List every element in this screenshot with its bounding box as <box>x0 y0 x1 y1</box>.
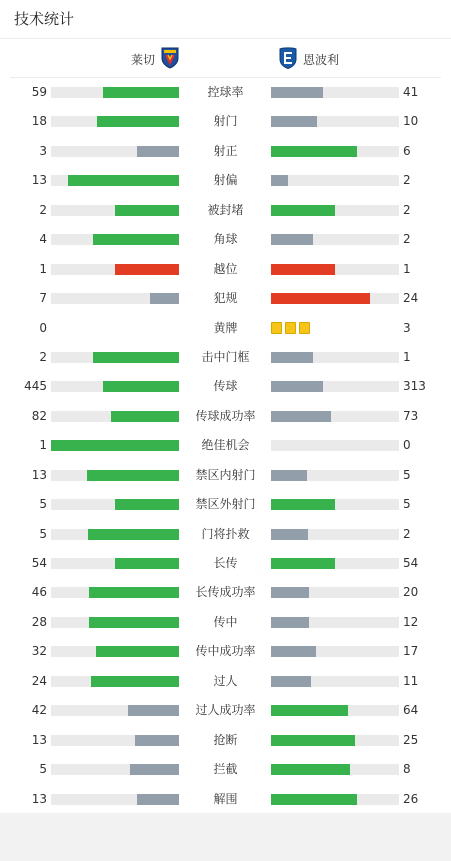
stat-label: 控球率 <box>207 85 244 99</box>
home-stat-value: 13 <box>31 173 47 188</box>
home-stat-value: 0 <box>39 320 47 335</box>
home-stat-bar-track <box>51 146 179 157</box>
away-stat-value: 5 <box>403 467 411 482</box>
home-stat-bar <box>103 87 179 98</box>
home-stat-value: 13 <box>31 791 47 806</box>
away-stat-value: 5 <box>403 497 411 512</box>
away-stat-value: 1 <box>403 261 411 276</box>
away-stat-bar-track <box>271 676 399 687</box>
stat-row <box>0 196 451 225</box>
home-stat-bar-track <box>51 381 179 392</box>
away-stat-bar <box>271 587 309 598</box>
home-stat-value: 4 <box>39 232 47 247</box>
away-stat-bar <box>271 293 370 304</box>
away-stat-bar <box>271 470 307 481</box>
stat-label: 射门 <box>213 114 238 129</box>
away-stat-bar-track <box>271 293 399 304</box>
away-stat-bar <box>271 146 357 157</box>
home-stat-value: 18 <box>31 114 47 129</box>
stat-label: 射偏 <box>213 173 238 188</box>
home-stat-bar <box>89 587 179 598</box>
away-stat-bar <box>271 646 316 657</box>
home-stat-bar <box>93 352 179 363</box>
away-stat-bar-track <box>271 499 399 510</box>
away-yellow-cards <box>271 322 310 334</box>
away-stat-value: 11 <box>403 673 419 688</box>
stat-label: 传球 <box>213 379 238 394</box>
home-stat-value: 1 <box>39 438 47 453</box>
stat-row <box>0 284 451 313</box>
stat-row <box>0 431 451 460</box>
away-stat-value: 26 <box>403 791 419 806</box>
away-stat-bar <box>271 411 331 422</box>
home-stat-value: 13 <box>31 732 47 747</box>
stat-label: 门将扑救 <box>201 526 250 541</box>
home-stat-bar <box>115 264 179 275</box>
home-stat-bar-track <box>51 705 179 716</box>
stat-row <box>0 549 451 578</box>
away-stat-value: 6 <box>403 143 411 158</box>
away-stat-value: 17 <box>403 644 419 659</box>
stats-list <box>0 78 451 814</box>
stat-label: 禁区内射门 <box>195 467 256 482</box>
stat-label: 绝佳机会 <box>201 438 250 453</box>
stat-label: 传球成功率 <box>195 408 256 423</box>
home-stat-bar-track <box>51 617 179 628</box>
away-stat-bar <box>271 234 313 245</box>
home-stat-bar <box>88 529 179 540</box>
stat-label: 长传 <box>213 556 238 570</box>
home-stat-bar-track <box>51 234 179 245</box>
stat-label: 射正 <box>213 143 238 158</box>
stat-label: 禁区外射门 <box>195 497 256 512</box>
stat-row <box>0 255 451 284</box>
home-stat-value: 28 <box>31 614 47 629</box>
stat-row <box>0 667 451 696</box>
stat-row <box>0 461 451 490</box>
home-stat-value: 13 <box>31 467 47 482</box>
home-stat-value: 7 <box>39 291 47 306</box>
away-stat-bar <box>271 352 313 363</box>
home-stat-value: 46 <box>31 585 47 600</box>
home-team[interactable] <box>131 47 179 71</box>
away-stat-bar-track <box>271 440 399 451</box>
home-stat-bar <box>89 617 179 628</box>
stat-label: 过人成功率 <box>195 703 256 718</box>
away-team-name: 恩波利 <box>303 52 340 67</box>
home-stat-bar-track <box>51 558 179 569</box>
home-stat-bar-track <box>51 264 179 275</box>
away-stat-bar <box>271 499 335 510</box>
home-stat-bar-track <box>51 764 179 775</box>
stat-label: 被封堵 <box>207 202 244 217</box>
stat-row <box>0 578 451 607</box>
away-stat-bar-track <box>271 470 399 481</box>
away-stat-value: 2 <box>403 232 411 247</box>
stat-row <box>0 137 451 166</box>
home-stat-bar <box>68 175 179 186</box>
stat-label: 抢断 <box>213 732 238 747</box>
away-stat-bar <box>271 116 317 127</box>
away-stat-bar <box>271 558 335 569</box>
away-stat-value: 313 <box>403 379 426 394</box>
away-stat-bar-track <box>271 705 399 716</box>
stat-label: 黄牌 <box>213 320 238 335</box>
home-stat-bar <box>97 116 179 127</box>
stat-row <box>0 166 451 195</box>
home-stat-bar <box>87 470 179 481</box>
home-stat-value: 2 <box>39 349 47 364</box>
home-stat-value: 42 <box>31 703 47 718</box>
stat-label: 传中成功率 <box>195 644 256 659</box>
away-stat-value: 8 <box>403 762 411 777</box>
home-stat-bar-track <box>51 116 179 127</box>
away-stat-value: 2 <box>403 202 411 217</box>
home-stat-bar-track <box>51 411 179 422</box>
away-stat-value: 1 <box>403 349 411 364</box>
stat-label: 传中 <box>213 614 238 629</box>
home-stat-bar-track <box>51 87 179 98</box>
home-stat-bar-track <box>51 205 179 216</box>
home-stat-value: 5 <box>39 497 47 512</box>
stat-label: 解围 <box>213 791 238 806</box>
stat-row <box>0 107 451 136</box>
stat-label: 过人 <box>213 673 238 688</box>
home-stat-bar <box>91 676 179 687</box>
home-stat-bar <box>111 411 179 422</box>
away-stat-bar-track <box>271 411 399 422</box>
home-stat-bar-track <box>51 587 179 598</box>
home-stat-bar-track <box>51 352 179 363</box>
away-stat-value: 73 <box>403 408 419 423</box>
home-stat-bar <box>137 794 179 805</box>
stat-row <box>0 343 451 372</box>
stat-row <box>0 726 451 755</box>
home-stat-value: 445 <box>24 379 47 394</box>
home-stat-value: 82 <box>31 408 47 423</box>
home-stat-bar <box>103 381 179 392</box>
home-stat-bar <box>93 234 179 245</box>
page-title: 技术统计 <box>14 10 75 28</box>
away-stat-bar <box>271 529 308 540</box>
stat-label: 犯规 <box>213 291 238 306</box>
home-stat-bar <box>96 646 179 657</box>
away-stat-value: 54 <box>403 556 419 570</box>
away-stat-bar-track <box>271 381 399 392</box>
away-stat-bar <box>271 794 357 805</box>
away-stat-bar <box>271 764 350 775</box>
home-stat-value: 2 <box>39 202 47 217</box>
away-stat-bar <box>271 87 323 98</box>
home-stat-bar <box>115 558 179 569</box>
away-stat-bar-track <box>271 116 399 127</box>
home-stat-value: 5 <box>39 762 47 777</box>
lecce-crest-icon <box>161 47 179 72</box>
home-stat-bar <box>137 146 179 157</box>
home-stat-bar-track <box>51 794 179 805</box>
yellow-card-icon <box>299 322 310 334</box>
home-stat-bar-track <box>51 175 179 186</box>
stat-row <box>0 314 451 343</box>
away-stat-value: 12 <box>403 614 419 629</box>
away-stat-value: 10 <box>403 114 419 129</box>
home-stat-bar <box>135 735 179 746</box>
stat-row <box>0 490 451 519</box>
away-stat-value: 2 <box>403 526 411 541</box>
stat-row <box>0 696 451 725</box>
away-stat-bar-track <box>271 352 399 363</box>
away-stat-bar-track <box>271 529 399 540</box>
away-stat-value: 0 <box>403 438 411 453</box>
away-stat-bar <box>271 735 355 746</box>
empoli-crest-icon <box>279 47 297 72</box>
home-stat-bar <box>130 764 179 775</box>
home-stat-bar <box>115 499 179 510</box>
away-stat-bar-track <box>271 264 399 275</box>
home-stat-bar-track <box>51 470 179 481</box>
away-stat-bar <box>271 676 311 687</box>
divider <box>0 38 451 39</box>
home-stat-bar-track <box>51 499 179 510</box>
away-stat-bar-track <box>271 234 399 245</box>
stat-row <box>0 520 451 549</box>
home-stat-value: 59 <box>31 85 47 99</box>
yellow-card-icon <box>271 322 282 334</box>
home-stat-value: 3 <box>39 143 47 158</box>
stat-row <box>0 608 451 637</box>
away-stat-bar-track <box>271 587 399 598</box>
home-stat-bar <box>150 293 179 304</box>
stat-label: 越位 <box>213 261 238 276</box>
away-stat-value: 20 <box>403 585 419 600</box>
away-stat-bar-track <box>271 794 399 805</box>
home-stat-value: 24 <box>31 673 47 688</box>
home-stat-bar-track <box>51 735 179 746</box>
stat-label: 击中门框 <box>201 349 250 364</box>
stat-label: 长传成功率 <box>195 585 256 600</box>
stat-row <box>0 78 451 107</box>
stat-row <box>0 755 451 784</box>
away-stat-value: 24 <box>403 291 419 306</box>
home-stat-bar-track <box>51 440 179 451</box>
away-stat-value: 3 <box>403 320 411 335</box>
away-stat-bar <box>271 264 335 275</box>
home-stat-value: 54 <box>31 556 47 570</box>
stat-row <box>0 225 451 254</box>
home-stat-bar-track <box>51 676 179 687</box>
away-stat-bar-track <box>271 175 399 186</box>
away-stat-bar-track <box>271 205 399 216</box>
away-stat-bar <box>271 381 323 392</box>
away-stat-bar-track <box>271 146 399 157</box>
stat-row <box>0 402 451 431</box>
away-stat-bar-track <box>271 735 399 746</box>
home-stat-bar <box>128 705 179 716</box>
home-stat-bar-track <box>51 646 179 657</box>
away-stat-value: 2 <box>403 173 411 188</box>
away-stat-bar-track <box>271 87 399 98</box>
stat-label: 拦截 <box>213 762 238 777</box>
away-stat-value: 64 <box>403 703 419 718</box>
yellow-card-icon <box>285 322 296 334</box>
away-stat-value: 41 <box>403 85 419 99</box>
home-stat-bar-track <box>51 529 179 540</box>
home-team-name: 莱切 <box>131 52 156 67</box>
away-stat-bar-track <box>271 558 399 569</box>
away-stat-bar-track <box>271 617 399 628</box>
away-stat-bar <box>271 617 309 628</box>
stat-row <box>0 785 451 814</box>
stat-row <box>0 637 451 666</box>
home-stat-value: 32 <box>31 644 47 659</box>
away-stat-bar <box>271 205 335 216</box>
home-stat-bar <box>115 205 179 216</box>
away-stat-value: 25 <box>403 732 419 747</box>
home-stat-bar <box>51 440 179 451</box>
away-stat-bar-track <box>271 764 399 775</box>
home-stat-bar-track <box>51 293 179 304</box>
away-team[interactable] <box>279 47 339 71</box>
home-stat-value: 5 <box>39 526 47 541</box>
away-stat-bar-track <box>271 646 399 657</box>
away-stat-bar <box>271 705 348 716</box>
home-stat-value: 1 <box>39 261 47 276</box>
stat-row <box>0 372 451 401</box>
away-stat-bar <box>271 175 288 186</box>
stat-label: 角球 <box>213 232 238 247</box>
